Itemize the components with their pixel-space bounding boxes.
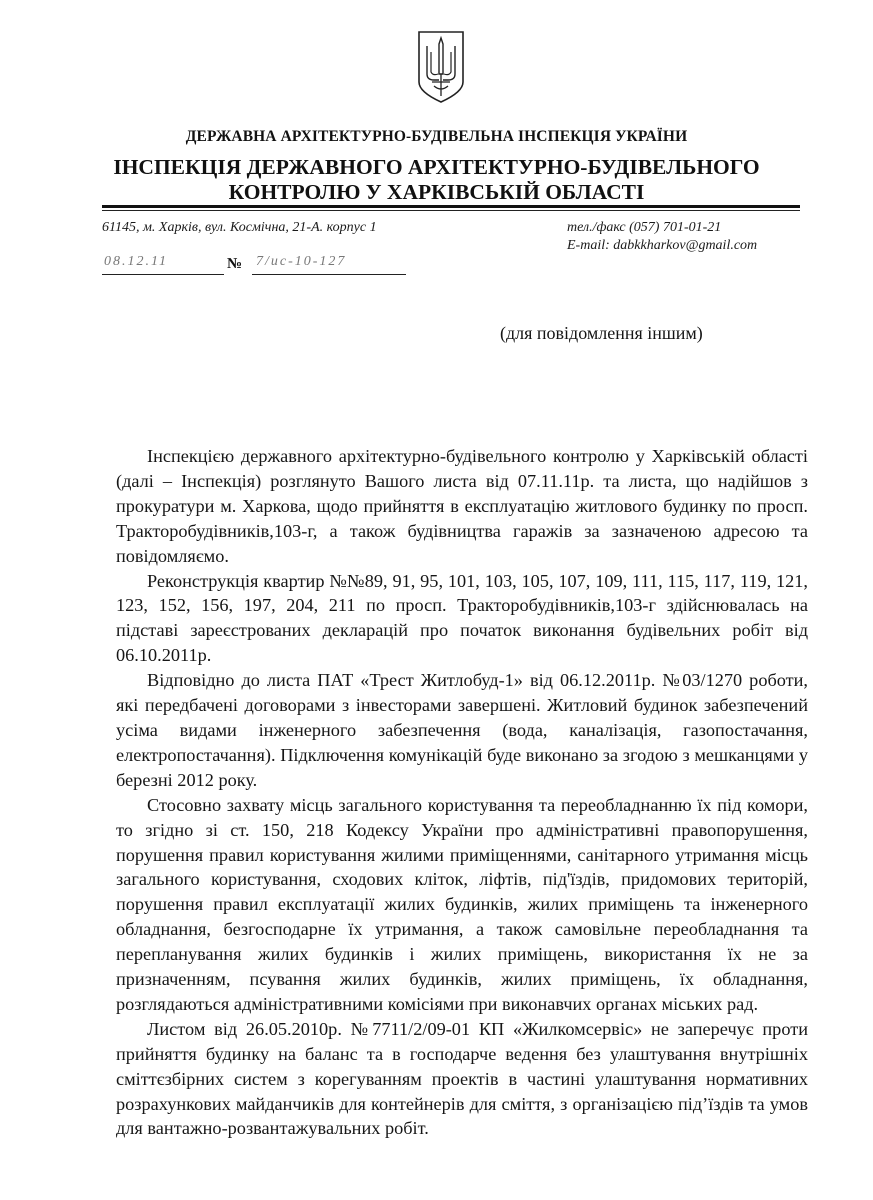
recipient: (для повідомлення іншим): [500, 323, 703, 343]
organization-name-line-1: ІНСПЕКЦІЯ ДЕРЖАВНОГО АРХІТЕКТУРНО-БУДІВЕЛЬНОГО: [113, 155, 760, 179]
body-paragraph: Відповідно до листа ПАТ «Трест Житлобуд-1» від 06.12.2011р. №03/1270 роботи, які передбачені договорами з інвесторами завершені. Житловий будинок забезпечений усіма видами інженерного забезпечення (вода, каналізація, газопостачання, електропостачання). Підключення комунікацій буде виконано за згодою з мешканцями у березні 2012 року.: [116, 670, 808, 790]
header-divider-thick: [102, 205, 800, 208]
registration-line: [102, 254, 412, 278]
letter-body: [116, 444, 808, 1141]
registration-number: 7/ис-10-127: [252, 254, 406, 275]
body-paragraph: Реконструкція квартир №№89, 91, 95, 101, 103, 105, 107, 109, 111, 115, 117, 119, 121, 123, 152, 156, 197, 204, 211 по просп. Тракторобудівників,103-г здійснювалась на підставі зареєстрованих декларацій про початок виконання будівельних робіт від 06.10.2011р.: [116, 570, 808, 666]
email: E-mail: dabkkharkov@gmail.com: [567, 238, 758, 253]
registration-number-label: №: [227, 256, 243, 272]
address: 61145, м. Харків, вул. Космічна, 21-А. корпус 1: [102, 220, 377, 235]
organization-name-line-2: КОНТРОЛЮ У ХАРКІВСЬКІЙ ОБЛАСТІ: [228, 180, 645, 204]
trident-coat-of-arms-icon: [416, 30, 466, 104]
body-paragraph: Інспекцією державного архітектурно-будівельного контролю у Харківській області (далі – Інспекція) розглянуто Вашого листа від 07.11.11р. та листа, що надійшов з прокуратури м. Харкова, щодо прийняття в експлуатацію житлового будинку по просп. Тракторобудівників,103-г, а також будівництва гаражів за зазначеною адресою та повідомляємо.: [116, 446, 808, 566]
body-paragraph: Листом від 26.05.2010р. №7711/2/09-01 КП «Жилкомсервіс» не заперечує проти прийняття будинку на баланс та в господарче ведення без улаштування внутрішніх сміттєзбірних систем з корегуванням проектів в частині улаштування нормативних розрахункових майданчиків для контейнерів для сміття, з організацією під’їздів та умов для вантажно-розвантажувальних робіт.: [116, 1018, 808, 1139]
body-paragraph: Стосовно захвату місць загального користування та переобладнанню їх під комори, то згідно зі ст. 150, 218 Кодексу України про адміністративні правопорушення, порушення правил користування жилими приміщеннями, санітарного утримання місць загального користування, сходових кліток, ліфтів, під'їздів, придомових територій, порушення правил експлуатації жилих будинків, жилих приміщень та інженерного обладнання, безгосподарне їх утримання, а також самовільне переобладнання та перепланування жилих будинків і жилих приміщень, використання їх не за призначенням, псування жилих будинків, жилих приміщень, їх обладнання, розглядаються адміністративними комісіями при виконавчих органах міських рад.: [116, 794, 808, 1014]
parent-organization: ДЕРЖАВНА АРХІТЕКТУРНО-БУДІВЕЛЬНА ІНСПЕКЦІЯ УКРАЇНИ: [185, 128, 688, 145]
phone-fax: тел./факс (057) 701-01-21: [567, 220, 722, 235]
header-divider-thin: [102, 210, 800, 211]
registration-date: 08.12.11: [102, 254, 224, 275]
organization-name: [0, 155, 873, 205]
